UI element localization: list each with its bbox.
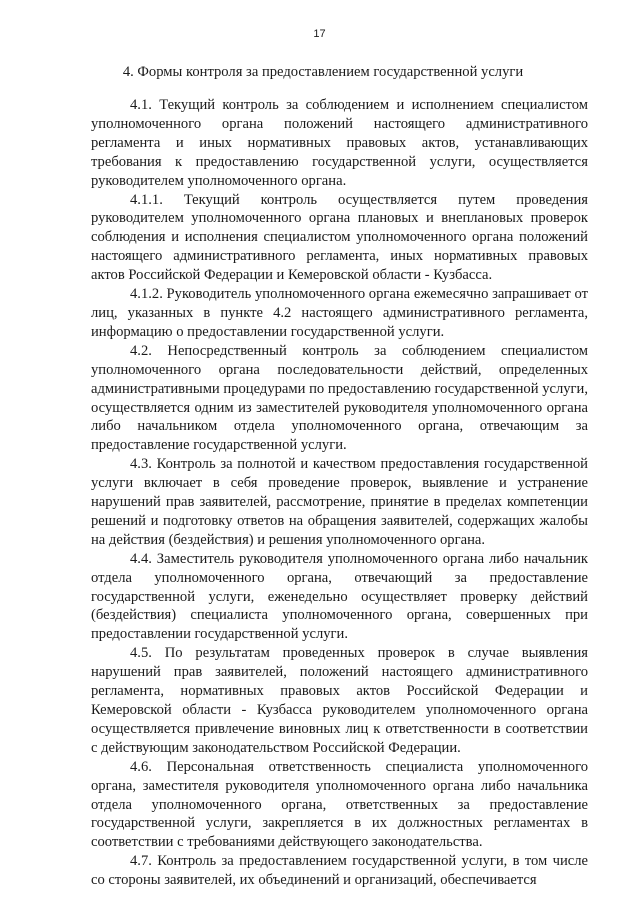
paragraph-4-6: 4.6. Персональная ответственность специалиста уполномоченного органа, заместителя руководителя уполномоченного органа либо начальника отдела уполномоченного органа, ответственных за предоставление государственной услуги, закрепляется в их должностных регламентах в соответствии с требованиями действующего законодательства.	[91, 758, 588, 851]
body-text	[91, 96, 588, 890]
paragraph-4-7: 4.7. Контроль за предоставлением государственной услуги, в том числе со стороны заявителей, их объединений и организаций, обеспечивается	[91, 853, 588, 889]
paragraph-4-1: 4.1. Текущий контроль за соблюдением и исполнением специалистом уполномоченного органа положений настоящего административного регламента и иных нормативных правовых актов, устанавливающих требования к предоставлению государственной услуги, осуществляется руководителем уполномоченного органа.	[91, 97, 588, 189]
paragraph-4-1-2: 4.1.2. Руководитель уполномоченного органа ежемесячно запрашивает от лиц, указанных в пункте 4.2 настоящего административного регламента, информацию о предоставлении государственной услуги.	[91, 286, 588, 340]
page-number: 17	[313, 28, 326, 40]
paragraph-4-2: 4.2. Непосредственный контроль за соблюдением специалистом уполномоченного органа последовательности действий, определенных административными процедурами по предоставлению государственной услуги, осуществляется одним из заместителей руководителя уполномоченного органа либо начальником отдела уполномоченного органа, отвечающим за предоставление государственной услуги.	[91, 342, 588, 454]
paragraph-4-4: 4.4. Заместитель руководителя уполномоченного органа либо начальник отдела уполномоченного органа, отвечающий за предоставление государственной услуги, еженедельно осуществляет проверку действий (бездействия) специалиста уполномоченного органа, совершенных при предоставлении государственной услуги.	[91, 550, 588, 643]
paragraph-4-3: 4.3. Контроль за полнотой и качеством предоставления государственной услуги включает в себя проведение проверок, выявление и устранение нарушений прав заявителей, рассмотрение, принятие в пределах компетенции решений и подготовку ответов на обращения заявителей, содержащих жалобы на действия (бездействия) и решения уполномоченного органа.	[91, 456, 588, 548]
paragraph-4-5: 4.5. По результатам проведенных проверок в случае выявления нарушений прав заявителей, положений настоящего административного регламента, нормативных правовых актов Российской Федерации и Кемеровской области - Кузбасса руководителем уполномоченного органа осуществляется привлечение виновных лиц к ответственности в соответствии с действующим законодательством Российской Федерации.	[91, 645, 588, 756]
paragraph-4-1-1: 4.1.1. Текущий контроль осуществляется путем проведения руководителем уполномоченного органа плановых и внеплановых проверок соблюдения и исполнения специалистом уполномоченного органа положений настоящего административного регламента, иных нормативных правовых актов Российской Федерации и Кемеровской области - Кузбасса.	[91, 191, 588, 284]
section-title: 4. Формы контроля за предоставлением государственной услуги	[122, 64, 524, 80]
